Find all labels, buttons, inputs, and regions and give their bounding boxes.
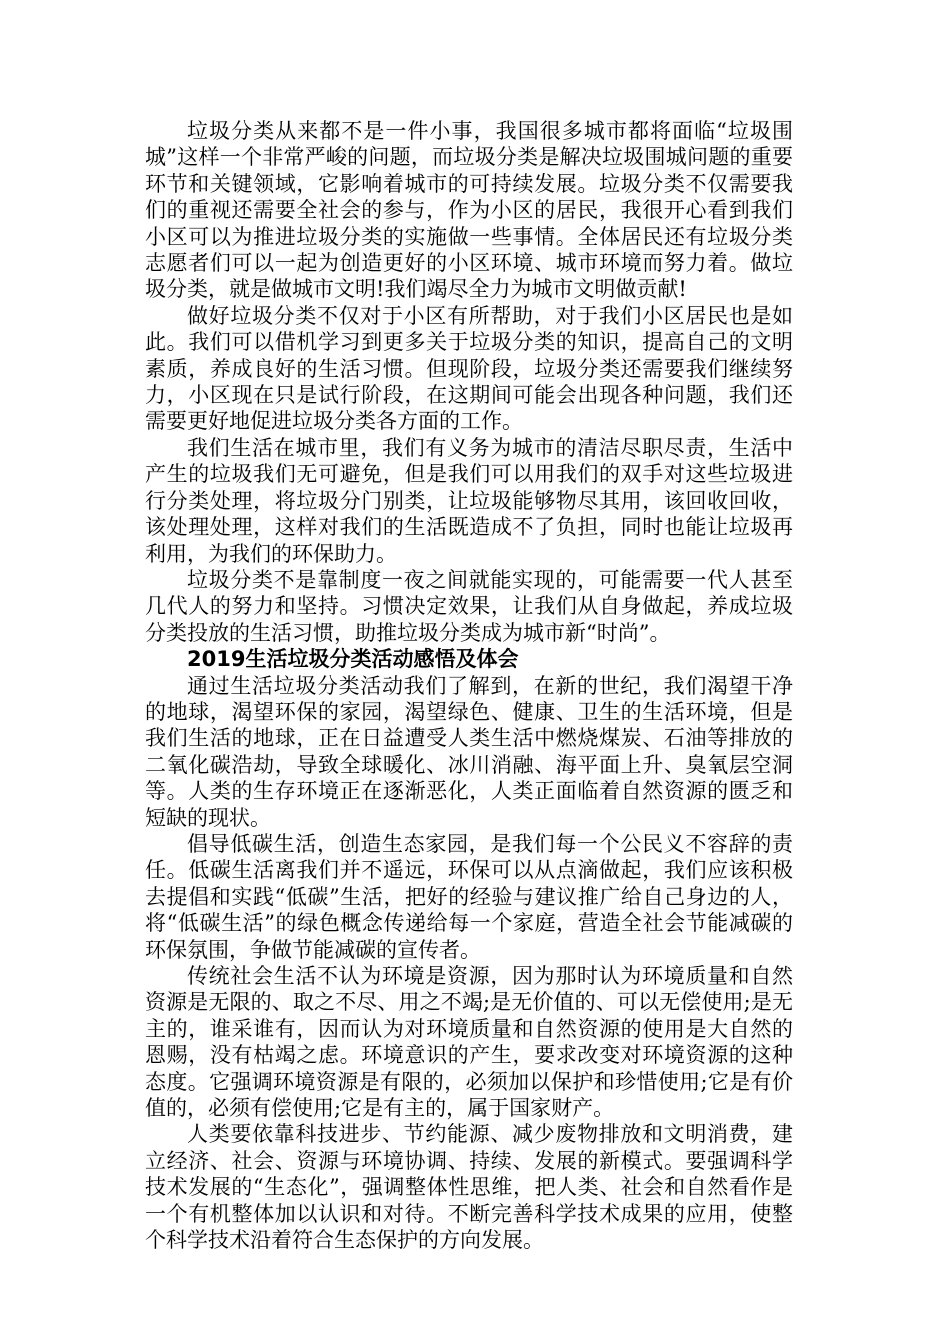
paragraph: 垃圾分类不是靠制度一夜之间就能实现的，可能需要一代人甚至几代人的努力和坚持。习惯决定效果，让我们从自身做起，养成垃圾分类投放的生活习惯，助推垃圾分类成为城市新“时尚”。 (145, 567, 793, 645)
paragraph: 做好垃圾分类不仅对于小区有所帮助，对于我们小区居民也是如此。我们可以借机学习到更多关于垃圾分类的知识，提高自己的文明素质，养成良好的生活习惯。但现阶段，垃圾分类还需要我们继续努力，小区现在只是试行阶段，在这期间可能会出现各种问题，我们还需要更好地促进垃圾分类各方面的工作。 (145, 303, 793, 434)
paragraph: 传统社会生活不认为环境是资源，因为那时认为环境质量和自然资源是无限的、取之不尽、用之不竭;是无价值的、可以无偿使用;是无主的，谁采谁有，因而认为对环境质量和自然资源的使用是大自然的恩赐，没有枯竭之虑。环境意识的产生，要求改变对环境资源的这种态度。它强调环境资源是有限的，必须加以保护和珍惜使用;它是有价值的，必须有偿使用;它是有主的，属于国家财产。 (145, 964, 793, 1121)
paragraph: 倡导低碳生活，创造生态家园，是我们每一个公民义不容辞的责任。低碳生活离我们并不遥远，环保可以从点滴做起，我们应该积极去提倡和实践“低碳”生活，把好的经验与建议推广给自己身边的人，将“低碳生活”的绿色概念传递给每一个家庭，营造全社会节能减碳的环保氛围，争做节能减碳的宣传者。 (145, 831, 793, 962)
paragraph: 垃圾分类从来都不是一件小事，我国很多城市都将面临“垃圾围城”这样一个非常严峻的问题，而垃圾分类是解决垃圾围城问题的重要环节和关键领域，它影响着城市的可持续发展。垃圾分类不仅需要我们的重视还需要全社会的参与，作为小区的居民，我很开心看到我们小区可以为推进垃圾分类的实施做一些事情。全体居民还有垃圾分类志愿者们可以一起为创造更好的小区环境、城市环境而努力着。做垃圾分类，就是做城市文明!我们竭尽全力为城市文明做贡献! (145, 119, 793, 302)
paragraph: 人类要依靠科技进步、节约能源、减少废物排放和文明消费，建立经济、社会、资源与环境协调、持续、发展的新模式。要强调科学技术发展的“生态化”，强调整体性思维，把人类、社会和自然看作是一个有机整体加以认识和对待。不断完善科学技术成果的应用，使整个科学技术沿着符合生态保护的方向发展。 (145, 1122, 793, 1253)
paragraph: 我们生活在城市里，我们有义务为城市的清洁尽职尽责，生活中产生的垃圾我们无可避免，但是我们可以用我们的双手对这些垃圾进行分类处理，将垃圾分门别类，让垃圾能够物尽其用，该回收回收，该处理处理，这样对我们的生活既造成不了负担，同时也能让垃圾再利用，为我们的环保助力。 (145, 435, 793, 566)
document-body (145, 118, 793, 1253)
section-heading: 2019生活垃圾分类活动感悟及体会 (187, 647, 519, 672)
paragraph: 通过生活垃圾分类活动我们了解到，在新的世纪，我们渴望干净的地球，渴望环保的家园，渴望绿色、健康、卫生的生活环境，但是我们生活的地球，正在日益遭受人类生活中燃烧煤炭、石油等排放的二氧化碳浩劫，导致全球暖化、冰川消融、海平面上升、臭氧层空洞等。人类的生存环境正在逐渐恶化，人类正面临着自然资源的匮乏和短缺的现状。 (145, 673, 793, 830)
